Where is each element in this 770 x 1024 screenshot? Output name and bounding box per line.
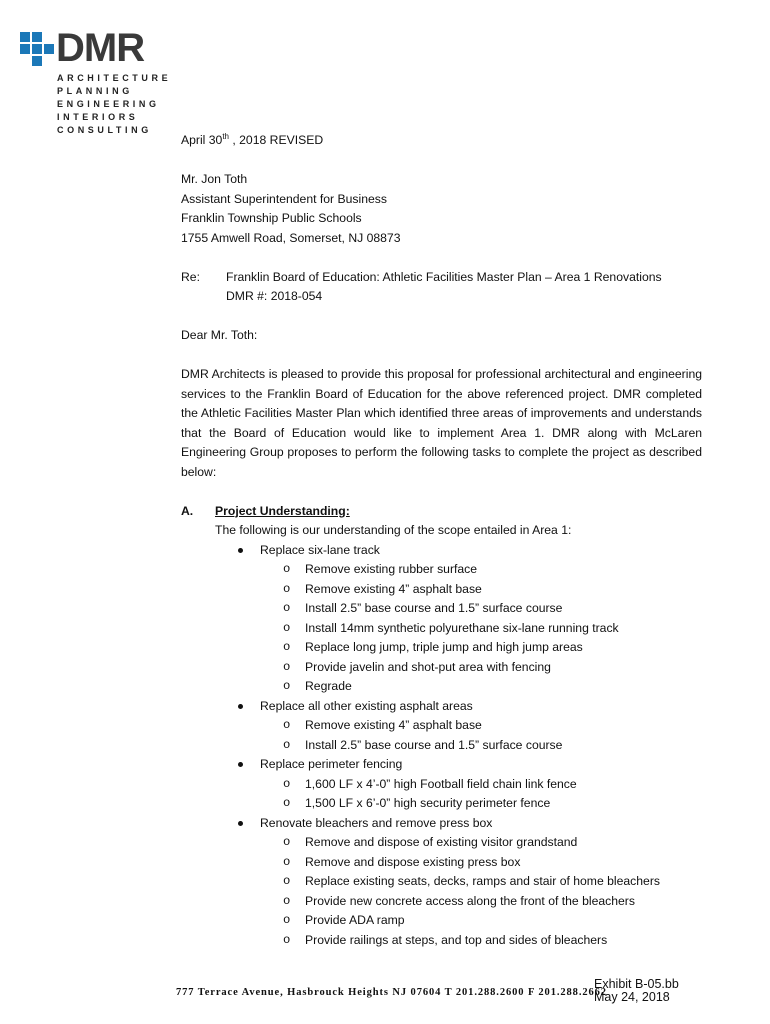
list-item xyxy=(181,541,702,561)
list-item xyxy=(181,814,702,834)
sublist-wrapper xyxy=(181,775,702,814)
subject-block xyxy=(181,268,702,307)
sub-list xyxy=(181,775,702,814)
recipient-line: 1755 Amwell Road, Somerset, NJ 08873 xyxy=(181,230,401,245)
letter-date: April 30th , 2018 REVISED xyxy=(181,132,324,147)
list-item-label: Replace perimeter fencing xyxy=(260,757,403,771)
list-item-label: Replace six-lane track xyxy=(260,542,380,557)
footer-address: 777 Terrace Avenue, Hasbrouck Heights NJ 07604 T 201.288.2600 F 201.288.2662 xyxy=(176,987,607,998)
sub-list-item: o Remove existing 4” asphalt base xyxy=(181,580,702,600)
tagline-line: PLANNING xyxy=(57,86,133,96)
salutation: Dear Mr. Toth: xyxy=(181,328,258,342)
recipient-line: Mr. Jon Toth xyxy=(181,172,248,186)
sub-list-item: o 1,600 LF x 4’-0” high Football field chain link fence xyxy=(181,775,702,795)
sub-list-item: o Install 2.5” base course and 1.5” surface course xyxy=(181,599,702,619)
list-item-label: Renovate bleachers and remove press box xyxy=(260,815,493,830)
re-label: Re: xyxy=(181,269,200,284)
letter-body xyxy=(181,131,702,950)
sublist-wrapper xyxy=(181,716,702,755)
sub-list-item: o Replace long jump, triple jump and high jump areas xyxy=(181,638,702,658)
sub-list-item: o Regrade xyxy=(181,677,702,697)
tagline-line: ENGINEERING xyxy=(57,99,160,109)
list-item xyxy=(181,697,702,717)
section-title: Project Understanding: xyxy=(215,503,350,518)
section-letter: A. xyxy=(181,503,194,518)
sub-list-item: o Install 14mm synthetic polyurethane six-lane running track xyxy=(181,619,702,639)
sub-list-item: o Remove existing 4” asphalt base xyxy=(181,716,702,736)
sub-list-item: o Provide railings at steps, and top and sides of bleachers xyxy=(181,931,702,951)
logo-tagline xyxy=(57,72,171,137)
sublist-wrapper xyxy=(181,560,702,697)
list-item xyxy=(181,755,702,775)
exhibit-stamp xyxy=(594,978,679,1004)
sub-list xyxy=(181,716,702,755)
exhibit-label: Exhibit B-05.bb xyxy=(594,977,679,991)
sub-list xyxy=(181,833,702,950)
recipient-line: Franklin Township Public Schools xyxy=(181,211,362,225)
subject-line: DMR #: 2018-054 xyxy=(226,289,323,303)
sub-list-item: o Provide ADA ramp xyxy=(181,911,702,931)
exhibit-date: May 24, 2018 xyxy=(594,990,670,1004)
sub-list-item: o Install 2.5” base course and 1.5” surface course xyxy=(181,736,702,756)
section-heading xyxy=(181,502,702,522)
sub-list-item: o Provide new concrete access along the front of the bleachers xyxy=(181,892,702,912)
sublist-wrapper xyxy=(181,833,702,950)
sub-list-item: o Provide javelin and shot-put area with fencing xyxy=(181,658,702,678)
sub-list-item: o 1,500 LF x 6’-0” high security perimeter fence xyxy=(181,794,702,814)
recipient-line: Assistant Superintendent for Business xyxy=(181,191,387,206)
subject-line: Franklin Board of Education: Athletic Facilities Master Plan – Area 1 Renovations xyxy=(226,269,662,284)
recipient-block xyxy=(181,170,702,248)
logo-grid-icon xyxy=(20,32,54,66)
section-intro: The following is our understanding of the scope entailed in Area 1: xyxy=(215,523,572,537)
tagline-line: ARCHITECTURE xyxy=(57,73,172,83)
sub-list-item: o Replace existing seats, decks, ramps and stair of home bleachers xyxy=(181,872,702,892)
list-item-label: Replace all other existing asphalt areas xyxy=(260,698,473,713)
tagline-line: CONSULTING xyxy=(57,125,152,135)
sub-list-item: o Remove existing rubber surface xyxy=(181,560,702,580)
logo-wordmark: DMR xyxy=(56,26,145,70)
sub-list xyxy=(181,560,702,697)
tagline-line: INTERIORS xyxy=(57,112,139,122)
sub-list-item: o Remove and dispose of existing visitor grandstand xyxy=(181,833,702,853)
scope-list xyxy=(181,541,702,951)
body-paragraph: DMR Architects is pleased to provide this proposal for professional architectural and engineering services to the Franklin Board of Education for the above referenced project. DMR completed the Athletic Facilities Master Plan which identified three areas of improvements and understands that the Board of Education would like to implement Area 1. DMR along with McLaren Engineering Group proposes to perform the following tasks to complete the project as described below: xyxy=(181,367,702,479)
sub-list-item: o Remove and dispose existing press box xyxy=(181,853,702,873)
